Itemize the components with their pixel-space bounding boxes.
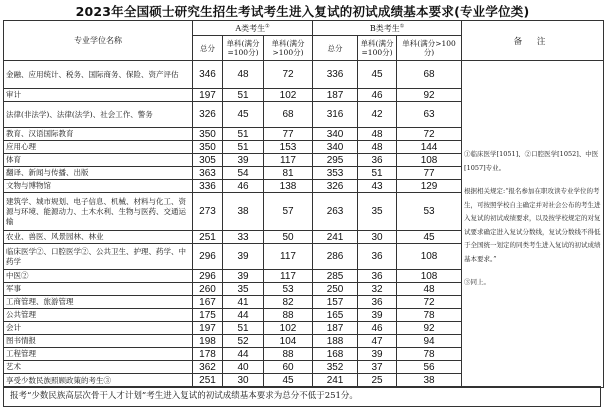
b-total: 295 bbox=[313, 154, 358, 167]
a-single100: 48 bbox=[223, 61, 264, 89]
a-total: 350 bbox=[193, 141, 223, 154]
b-total: 352 bbox=[313, 361, 358, 374]
a-single-over100: 72 bbox=[264, 61, 313, 89]
b-single100: 45 bbox=[358, 61, 397, 89]
table-row bbox=[4, 61, 604, 89]
b-single-over100: 48 bbox=[397, 283, 462, 296]
a-single-over100: 117 bbox=[264, 270, 313, 283]
b-total: 286 bbox=[313, 244, 358, 270]
b-single100: 36 bbox=[358, 270, 397, 283]
a-single-over100: 138 bbox=[264, 180, 313, 193]
b-single100: 39 bbox=[358, 348, 397, 361]
b-single100: 48 bbox=[358, 141, 397, 154]
a-single-over100: 153 bbox=[264, 141, 313, 154]
a-single-over100: 45 bbox=[264, 374, 313, 388]
a-single100: 39 bbox=[223, 270, 264, 283]
row-name: 法律(非法学)、法律(法学)、社会工作、警务 bbox=[4, 102, 193, 128]
a-total: 251 bbox=[193, 374, 223, 388]
b-single100: 37 bbox=[358, 361, 397, 374]
header-remark: 备 注 bbox=[462, 21, 604, 61]
row-name: 文物与博物馆 bbox=[4, 180, 193, 193]
header-group-b: B类考生① bbox=[313, 21, 462, 36]
b-single100: 30 bbox=[358, 231, 397, 244]
header-b-single100: 单科(满分=100分) bbox=[358, 36, 397, 61]
b-single-over100: 38 bbox=[397, 374, 462, 388]
b-total: 188 bbox=[313, 335, 358, 348]
a-single100: 51 bbox=[223, 128, 264, 141]
score-table bbox=[3, 20, 604, 388]
a-total: 350 bbox=[193, 128, 223, 141]
b-single100: 51 bbox=[358, 167, 397, 180]
a-single-over100: 60 bbox=[264, 361, 313, 374]
b-single-over100: 108 bbox=[397, 154, 462, 167]
b-total: 340 bbox=[313, 141, 358, 154]
a-single100: 39 bbox=[223, 154, 264, 167]
row-name: 军事 bbox=[4, 283, 193, 296]
page-title: 2023年全国硕士研究生招生考试考生进入复试的初试成绩基本要求(专业学位类) bbox=[75, 4, 530, 19]
a-single100: 30 bbox=[223, 374, 264, 388]
row-name: 中医② bbox=[4, 270, 193, 283]
b-single-over100: 78 bbox=[397, 309, 462, 322]
b-single-over100: 108 bbox=[397, 244, 462, 270]
remark-line: ③同上。 bbox=[464, 278, 491, 287]
b-total: 263 bbox=[313, 193, 358, 231]
a-single100: 54 bbox=[223, 167, 264, 180]
a-single100: 40 bbox=[223, 361, 264, 374]
b-total: 187 bbox=[313, 322, 358, 335]
b-total: 157 bbox=[313, 296, 358, 309]
a-total: 198 bbox=[193, 335, 223, 348]
a-single100: 44 bbox=[223, 309, 264, 322]
a-single-over100: 77 bbox=[264, 128, 313, 141]
a-total: 305 bbox=[193, 154, 223, 167]
row-name: 艺术 bbox=[4, 361, 193, 374]
a-total: 362 bbox=[193, 361, 223, 374]
b-single100: 32 bbox=[358, 283, 397, 296]
a-single-over100: 53 bbox=[264, 283, 313, 296]
b-total: 336 bbox=[313, 61, 358, 89]
b-total: 316 bbox=[313, 102, 358, 128]
b-single-over100: 129 bbox=[397, 180, 462, 193]
b-single100: 42 bbox=[358, 102, 397, 128]
a-single-over100: 88 bbox=[264, 309, 313, 322]
a-single100: 38 bbox=[223, 193, 264, 231]
b-single-over100: 94 bbox=[397, 335, 462, 348]
a-single100: 46 bbox=[223, 180, 264, 193]
a-single100: 51 bbox=[223, 141, 264, 154]
b-single100: 39 bbox=[358, 309, 397, 322]
a-single-over100: 57 bbox=[264, 193, 313, 231]
b-total: 165 bbox=[313, 309, 358, 322]
a-single100: 33 bbox=[223, 231, 264, 244]
b-single-over100: 72 bbox=[397, 296, 462, 309]
a-single100: 41 bbox=[223, 296, 264, 309]
b-total: 241 bbox=[313, 231, 358, 244]
b-total: 250 bbox=[313, 283, 358, 296]
a-total: 197 bbox=[193, 322, 223, 335]
row-name: 临床医学②、口腔医学②、公共卫生、护理、药学、中药学 bbox=[4, 244, 193, 270]
header-major: 专业学位名称 bbox=[4, 21, 193, 61]
a-total: 326 bbox=[193, 102, 223, 128]
b-single100: 25 bbox=[358, 374, 397, 388]
a-total: 175 bbox=[193, 309, 223, 322]
a-single100: 35 bbox=[223, 283, 264, 296]
b-total: 340 bbox=[313, 128, 358, 141]
b-single-over100: 78 bbox=[397, 348, 462, 361]
b-single-over100: 108 bbox=[397, 270, 462, 283]
b-total: 353 bbox=[313, 167, 358, 180]
b-single-over100: 63 bbox=[397, 102, 462, 128]
row-name: 翻译、新闻与传播、出版 bbox=[4, 167, 193, 180]
row-name: 公共管理 bbox=[4, 309, 193, 322]
b-single-over100: 45 bbox=[397, 231, 462, 244]
a-total: 178 bbox=[193, 348, 223, 361]
a-total: 296 bbox=[193, 270, 223, 283]
remark-cell bbox=[462, 61, 604, 388]
row-name: 图书情报 bbox=[4, 335, 193, 348]
b-single-over100: 53 bbox=[397, 193, 462, 231]
b-single-over100: 92 bbox=[397, 322, 462, 335]
b-single100: 35 bbox=[358, 193, 397, 231]
header-b-total: 总分 bbox=[313, 36, 358, 61]
a-single100: 51 bbox=[223, 89, 264, 102]
b-single100: 46 bbox=[358, 322, 397, 335]
a-total: 251 bbox=[193, 231, 223, 244]
a-single-over100: 50 bbox=[264, 231, 313, 244]
b-single100: 36 bbox=[358, 154, 397, 167]
a-single-over100: 102 bbox=[264, 322, 313, 335]
a-single100: 45 bbox=[223, 102, 264, 128]
a-single100: 39 bbox=[223, 244, 264, 270]
row-name: 金融、应用统计、税务、国际商务、保险、资产评估 bbox=[4, 61, 193, 89]
row-name: 应用心理 bbox=[4, 141, 193, 154]
row-name: 教育、汉语国际教育 bbox=[4, 128, 193, 141]
b-total: 285 bbox=[313, 270, 358, 283]
a-single-over100: 81 bbox=[264, 167, 313, 180]
header-b-single-over100: 单科(满分>100分) bbox=[397, 36, 462, 61]
a-total: 167 bbox=[193, 296, 223, 309]
b-single-over100: 72 bbox=[397, 128, 462, 141]
b-total: 168 bbox=[313, 348, 358, 361]
header-a-total: 总分 bbox=[193, 36, 223, 61]
b-total: 241 bbox=[313, 374, 358, 388]
a-single-over100: 117 bbox=[264, 154, 313, 167]
row-name: 工程管理 bbox=[4, 348, 193, 361]
b-single-over100: 92 bbox=[397, 89, 462, 102]
b-single100: 36 bbox=[358, 244, 397, 270]
a-single100: 44 bbox=[223, 348, 264, 361]
row-name: 体育 bbox=[4, 154, 193, 167]
a-single-over100: 88 bbox=[264, 348, 313, 361]
a-single100: 52 bbox=[223, 335, 264, 348]
b-total: 326 bbox=[313, 180, 358, 193]
b-single100: 47 bbox=[358, 335, 397, 348]
a-single100: 51 bbox=[223, 322, 264, 335]
a-single-over100: 104 bbox=[264, 335, 313, 348]
a-single-over100: 82 bbox=[264, 296, 313, 309]
b-single100: 48 bbox=[358, 128, 397, 141]
row-name: 审计 bbox=[4, 89, 193, 102]
a-total: 197 bbox=[193, 89, 223, 102]
a-single-over100: 117 bbox=[264, 244, 313, 270]
b-single100: 43 bbox=[358, 180, 397, 193]
footer-note: 报考“少数民族高层次骨干人才计划”考生进入复试的初试成绩基本要求为总分不低于251分。 bbox=[3, 386, 601, 407]
b-single-over100: 144 bbox=[397, 141, 462, 154]
row-name: 享受少数民族照顾政策的考生③ bbox=[4, 374, 193, 388]
b-single-over100: 77 bbox=[397, 167, 462, 180]
header-group-a: A类考生① bbox=[193, 21, 313, 36]
remark-line: 根据相关规定:“报名参加在职攻读专业学位的考生，可按照学校自主确定并对社会公布的考生进入复试的初试成绩要求，以及按学校规定的对复试要求确定进入复试分数线，复试分数线不得低于全国统一划定的同类考生进入复试的初试成绩基本要求。” bbox=[464, 187, 601, 263]
row-name: 建筑学、城市规划、电子信息、机械、材料与化工、资源与环境、能源动力、土木水利、生物与医药、交通运输 bbox=[4, 193, 193, 231]
a-total: 260 bbox=[193, 283, 223, 296]
a-total: 273 bbox=[193, 193, 223, 231]
header-a-single-over100: 单科(满分>100分) bbox=[264, 36, 313, 61]
row-name: 工商管理、旅游管理 bbox=[4, 296, 193, 309]
b-single-over100: 68 bbox=[397, 61, 462, 89]
a-total: 363 bbox=[193, 167, 223, 180]
a-total: 346 bbox=[193, 61, 223, 89]
header-a-single100: 单科(满分=100分) bbox=[223, 36, 264, 61]
a-single-over100: 102 bbox=[264, 89, 313, 102]
row-name: 会计 bbox=[4, 322, 193, 335]
a-total: 336 bbox=[193, 180, 223, 193]
remark-line: ①临床医学[1051]、②口腔医学[1052]、中医[1057]专业。 bbox=[464, 150, 599, 172]
a-single-over100: 68 bbox=[264, 102, 313, 128]
b-single100: 46 bbox=[358, 89, 397, 102]
a-total: 296 bbox=[193, 244, 223, 270]
row-name: 农业、兽医、风景园林、林业 bbox=[4, 231, 193, 244]
b-total: 187 bbox=[313, 89, 358, 102]
b-single-over100: 56 bbox=[397, 361, 462, 374]
b-single100: 36 bbox=[358, 296, 397, 309]
